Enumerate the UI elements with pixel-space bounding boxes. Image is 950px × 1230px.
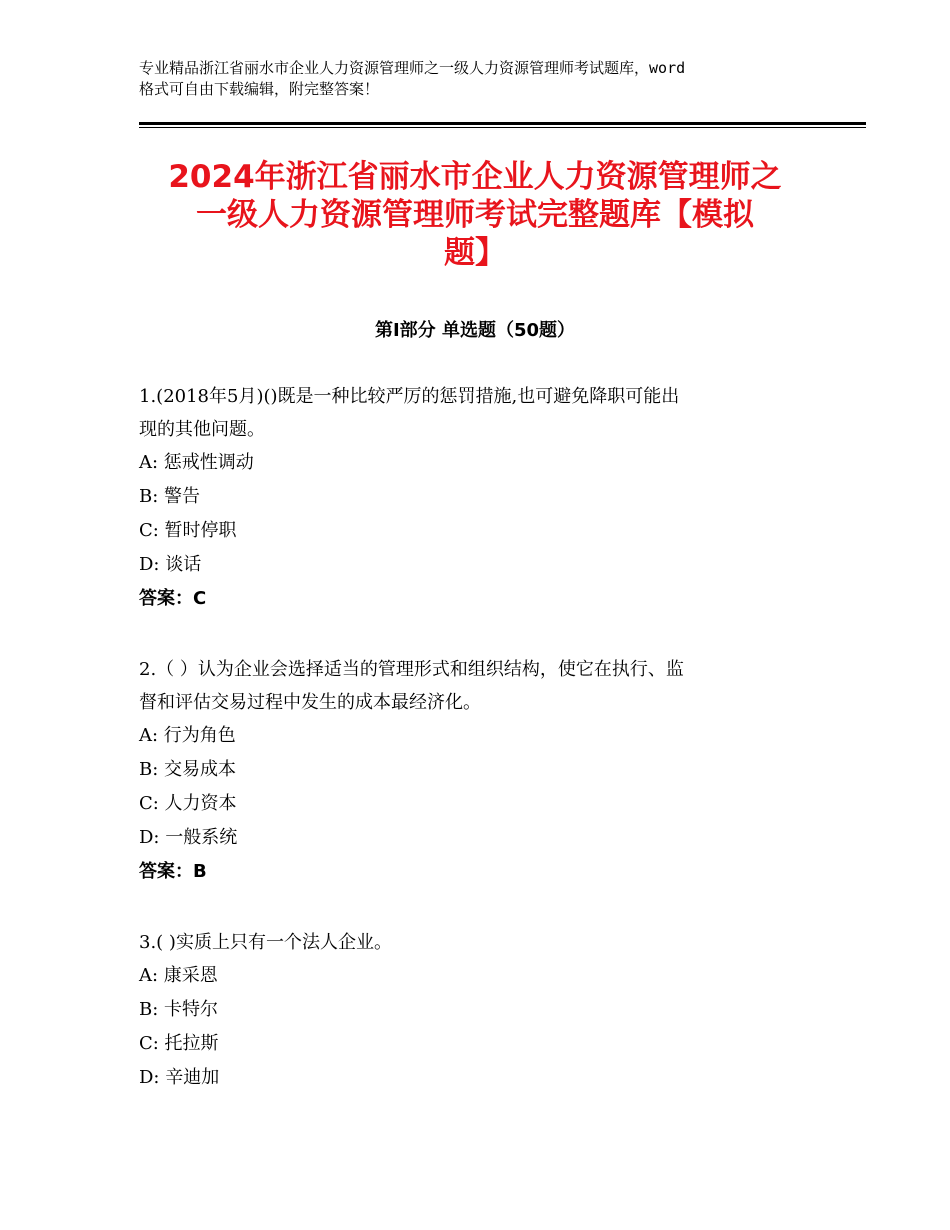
question-2-stem-line-1: 2.（ ）认为企业会选择适当的管理形式和组织结构，使它在执行、监	[139, 659, 684, 680]
question-1-option-c: C: 暂时停职	[139, 520, 237, 541]
question-1-option-a: A: 惩戒性调动	[139, 452, 254, 473]
question-2-option-b: B: 交易成本	[139, 759, 237, 780]
question-1-stem-line-2: 现的其他问题。	[139, 419, 265, 440]
header-divider-thick	[139, 122, 866, 125]
title-line-2: 一级人力资源管理师考试完整题库【模拟	[196, 197, 754, 233]
question-1-answer: 答案：C	[139, 588, 207, 609]
question-2-stem-line-2: 督和评估交易过程中发生的成本最经济化。	[139, 692, 481, 713]
question-3	[139, 926, 819, 1095]
header-note	[139, 58, 829, 100]
question-2	[139, 653, 819, 889]
question-1-option-d: D: 谈话	[139, 554, 202, 575]
document-title	[130, 158, 820, 272]
question-3-option-b: B: 卡特尔	[139, 999, 219, 1020]
question-3-stem-line-1: 3.( )实质上只有一个法人企业。	[139, 932, 392, 953]
question-3-option-c: C: 托拉斯	[139, 1033, 219, 1054]
title-line-1: 2024年浙江省丽水市企业人力资源管理师之	[168, 159, 782, 195]
section-heading: 第Ⅰ部分 单选题（50题）	[374, 320, 575, 341]
question-3-option-d: D: 辛迪加	[139, 1067, 220, 1088]
question-1	[139, 380, 819, 616]
title-line-3: 题】	[444, 235, 506, 271]
question-2-option-a: A: 行为角色	[139, 725, 236, 746]
header-divider-thin	[139, 127, 866, 128]
header-note-line-2: 格式可自由下载编辑，附完整答案！	[139, 80, 380, 98]
question-1-stem-line-1: 1.(2018年5月)()既是一种比较严厉的惩罚措施,也可避免降职可能出	[139, 386, 680, 407]
question-2-option-d: D: 一般系统	[139, 827, 238, 848]
question-2-answer: 答案：B	[139, 861, 207, 882]
question-1-option-b: B: 警告	[139, 486, 201, 507]
question-2-option-c: C: 人力资本	[139, 793, 237, 814]
question-3-option-a: A: 康采恩	[139, 965, 218, 986]
header-note-line-1: 专业精品浙江省丽水市企业人力资源管理师之一级人力资源管理师考试题库，word	[139, 59, 686, 77]
